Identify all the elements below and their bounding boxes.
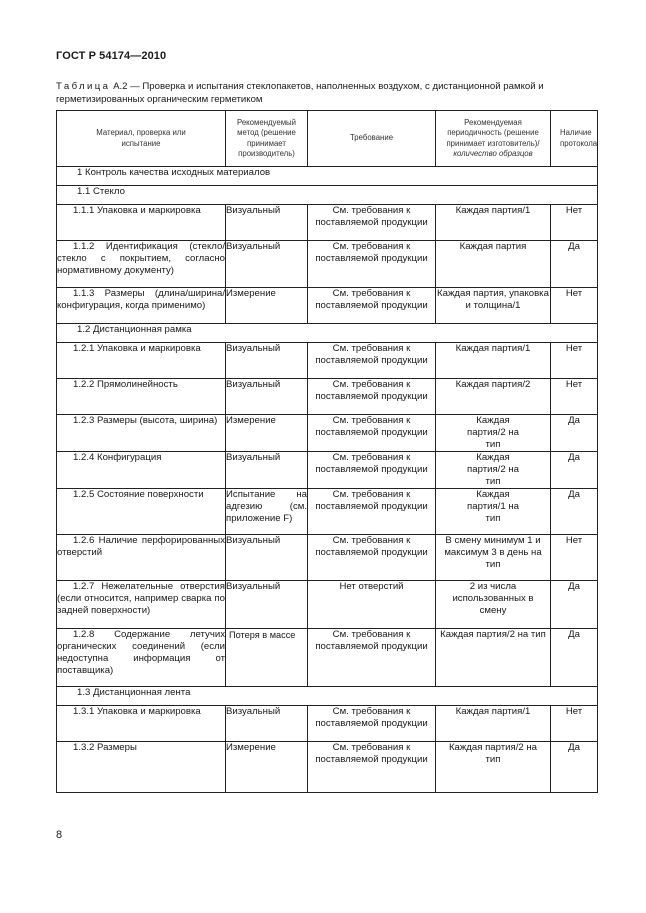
cell-protocol: Да — [551, 629, 598, 687]
cell-requirement: См. требования к поставляемой продукции — [308, 452, 436, 489]
cell-method: Измерение — [226, 288, 308, 324]
table-row — [57, 742, 598, 793]
cell-requirement: Нет отверстий — [308, 581, 436, 629]
cell-material-text: 1.2.5 Состояние поверхности — [73, 489, 204, 500]
document-header: ГОСТ Р 54174—2010 — [56, 50, 167, 62]
cell-method: Визуальный — [226, 535, 308, 581]
cell-periodicity: Каждая партия/1 на тип — [436, 489, 551, 535]
cell-requirement: См. требования к поставляемой продукции — [308, 706, 436, 742]
table-row — [57, 379, 598, 415]
cell-method: Испытание на адгезию (см. приложение F) — [226, 489, 308, 535]
cell-periodicity: Каждая партия — [436, 241, 551, 288]
cell-periodicity: Каждая партия/1 — [436, 205, 551, 241]
cell-protocol: Да — [551, 489, 598, 535]
page-number: 8 — [56, 829, 63, 841]
table-row — [57, 706, 598, 742]
cell-periodicity: Каждая партия/2 на тип — [436, 415, 551, 452]
cell-protocol: Нет — [551, 343, 598, 379]
cell-material — [57, 205, 226, 241]
cell-requirement: См. требования к поставляемой продукции — [308, 205, 436, 241]
cell-material-text: 1.2.2 Прямолинейность — [73, 379, 178, 390]
cell-periodicity: Каждая партия/2 на тип — [436, 742, 551, 793]
cell-protocol: Нет — [551, 535, 598, 581]
cell-material — [57, 379, 226, 415]
cell-material — [57, 241, 226, 288]
table-row — [57, 581, 598, 629]
cell-protocol: Нет — [551, 205, 598, 241]
cell-method: Измерение — [226, 415, 308, 452]
cell-material — [57, 629, 226, 687]
table-row — [57, 288, 598, 324]
section-row — [57, 687, 598, 706]
cell-material — [57, 706, 226, 742]
cell-material-text: 1.2.3 Размеры (высота, ширина) — [73, 415, 218, 426]
cell-material-text: 1.2.6 Наличие перфорированных отверстий — [57, 535, 225, 558]
cell-protocol: Да — [551, 415, 598, 452]
cell-requirement: См. требования к поставляемой продукции — [308, 288, 436, 324]
cell-material-text: 1.2.1 Упаковка и маркировка — [73, 343, 201, 354]
cell-material — [57, 415, 226, 452]
table-row — [57, 489, 598, 535]
cell-protocol: Нет — [551, 288, 598, 324]
cell-protocol: Нет — [551, 379, 598, 415]
section-title: 1.3 Дистанционная лента — [57, 687, 598, 706]
table-caption-prefix: Таблица — [56, 81, 111, 92]
cell-method: Визуальный — [226, 706, 308, 742]
cell-method: Визуальный — [226, 205, 308, 241]
cell-periodicity: Каждая партия, упаковка и толщина/1 — [436, 288, 551, 324]
header-protocol: Наличие протокола — [551, 111, 598, 167]
cell-material-text: 1.1.3 Размеры (длина/ширина/конфигурация, когда применимо) — [57, 288, 225, 311]
cell-material — [57, 452, 226, 489]
cell-requirement: См. требования к поставляемой продукции — [308, 629, 436, 687]
table-header-row — [57, 111, 598, 167]
inspection-table — [56, 110, 598, 793]
cell-method: Потеря в массе — [226, 629, 308, 687]
cell-material — [57, 742, 226, 793]
cell-material-text: 1.1.2 Идентификация (стекло/стекло с покрытием, согласно нормативному документу) — [57, 241, 225, 276]
section-row — [57, 324, 598, 343]
cell-requirement: См. требования к поставляемой продукции — [308, 415, 436, 452]
table-row — [57, 415, 598, 452]
cell-periodicity: Каждая партия/2 — [436, 379, 551, 415]
cell-requirement: См. требования к поставляемой продукции — [308, 379, 436, 415]
cell-periodicity: Каждая партия/2 на тип — [436, 629, 551, 687]
cell-method: Визуальный — [226, 343, 308, 379]
header-method: Рекомендуемый метод (решение принимает производитель) — [226, 111, 308, 167]
cell-material-text: 1.2.4 Конфигурация — [73, 452, 162, 463]
table-caption — [56, 80, 596, 106]
section-title: 1.2 Дистанционная рамка — [57, 324, 598, 343]
cell-protocol: Да — [551, 241, 598, 288]
cell-material — [57, 489, 226, 535]
cell-requirement: См. требования к поставляемой продукции — [308, 535, 436, 581]
header-periodicity-main: Рекомендуемая периодичность (решение принимает изготовитель)/ — [446, 117, 540, 148]
cell-material-text: 1.2.8 Содержание летучих органических соединений (если недоступна информация от поставщика) — [57, 629, 225, 676]
cell-material-text: 1.2.7 Нежелательные отверстия (если относится, например сварка по задней поверхности) — [57, 581, 225, 616]
table-row — [57, 343, 598, 379]
cell-method: Визуальный — [226, 581, 308, 629]
cell-material — [57, 288, 226, 324]
header-material: Материал, проверка или испытание — [57, 111, 226, 167]
header-requirement: Требование — [308, 111, 436, 167]
section-title: 1 Контроль качества исходных материалов — [57, 167, 598, 186]
table-row — [57, 629, 598, 687]
cell-requirement: См. требования к поставляемой продукции — [308, 343, 436, 379]
cell-material-text: 1.3.1 Упаковка и маркировка — [73, 706, 201, 717]
table-row — [57, 241, 598, 288]
cell-protocol: Да — [551, 742, 598, 793]
cell-protocol: Да — [551, 452, 598, 489]
section-title: 1.1 Стекло — [57, 186, 598, 205]
cell-requirement: См. требования к поставляемой продукции — [308, 241, 436, 288]
cell-periodicity: В смену минимум 1 и максимум 3 в день на тип — [436, 535, 551, 581]
header-periodicity — [436, 111, 551, 167]
header-periodicity-italic: количество образцов — [453, 148, 533, 158]
cell-protocol: Нет — [551, 706, 598, 742]
table-row — [57, 205, 598, 241]
cell-method: Измерение — [226, 742, 308, 793]
cell-periodicity: Каждая партия/1 — [436, 706, 551, 742]
cell-method: Визуальный — [226, 452, 308, 489]
cell-requirement: См. требования к поставляемой продукции — [308, 489, 436, 535]
cell-material — [57, 581, 226, 629]
cell-material-text: 1.3.2 Размеры — [73, 742, 137, 753]
table-row — [57, 535, 598, 581]
section-row — [57, 167, 598, 186]
cell-method: Визуальный — [226, 241, 308, 288]
table-caption-text: А.2 — Проверка и испытания стеклопакетов, наполненных воздухом, с дистанционной рамкой и герметизированных органическим герметиком — [56, 81, 544, 105]
cell-periodicity: Каждая партия/1 — [436, 343, 551, 379]
cell-requirement: См. требования к поставляемой продукции — [308, 742, 436, 793]
cell-periodicity: Каждая партия/2 на тип — [436, 452, 551, 489]
cell-method: Визуальный — [226, 379, 308, 415]
cell-periodicity: 2 из числа использованных в смену — [436, 581, 551, 629]
table-row — [57, 452, 598, 489]
cell-material — [57, 535, 226, 581]
cell-material-text: 1.1.1 Упаковка и маркировка — [73, 205, 201, 216]
cell-protocol: Да — [551, 581, 598, 629]
section-row — [57, 186, 598, 205]
cell-material — [57, 343, 226, 379]
